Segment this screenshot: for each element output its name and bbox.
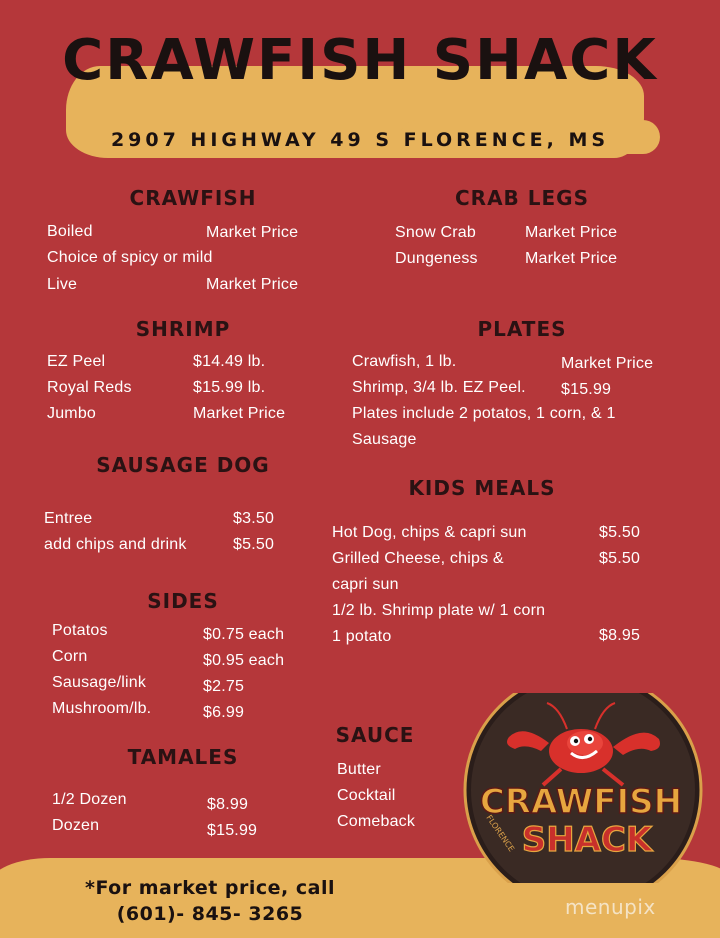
menu-item-cocktail: Cocktail xyxy=(337,787,396,804)
restaurant-title: CRAWFISH SHACK xyxy=(62,28,658,93)
section-heading-kids-meals: KIDS MEALS xyxy=(408,476,556,500)
menu-item-mushroom: Mushroom/lb. xyxy=(52,700,152,717)
menu-price-half-dozen: $8.99 xyxy=(207,796,249,813)
menu-item-grilled-cheese: Grilled Cheese, chips & xyxy=(332,550,504,567)
menu-price-royal-reds: $15.99 lb. xyxy=(193,379,266,396)
menu-price-grilled-cheese: $5.50 xyxy=(599,550,641,567)
section-heading-sides: SIDES xyxy=(147,589,219,613)
menu-item-kids-shrimp-line2: 1 potato xyxy=(332,628,392,645)
menu-item-boiled: Boiled xyxy=(47,223,93,240)
menu-price-sausage-link: $2.75 xyxy=(203,678,245,695)
menu-item-royal-reds: Royal Reds xyxy=(47,379,132,396)
menu-item-sausage-link: Sausage/link xyxy=(52,674,147,691)
menu-price-potatos: $0.75 each xyxy=(203,626,285,643)
menu-item-shrimp-plate: Shrimp, 3/4 lb. EZ Peel. xyxy=(352,379,526,396)
menu-price-kids-shrimp: $8.95 xyxy=(599,627,641,644)
menu-item-add-chips-drink: add chips and drink xyxy=(44,536,187,553)
menu-item-grilled-cheese-line2: capri sun xyxy=(332,576,399,593)
menu-price-add-chips-drink: $5.50 xyxy=(233,536,275,553)
plates-note-line2: Sausage xyxy=(352,431,417,448)
menu-price-snow-crab: Market Price xyxy=(525,224,618,241)
menu-item-half-dozen: 1/2 Dozen xyxy=(52,791,127,808)
menu-price-dungeness: Market Price xyxy=(525,250,618,267)
menupix-watermark: menupix xyxy=(565,895,656,919)
logo-word-shack: SHACK xyxy=(521,820,653,860)
section-heading-sausage-dog: SAUSAGE DOG xyxy=(96,453,270,477)
menu-price-live: Market Price xyxy=(206,276,299,293)
menu-item-live: Live xyxy=(47,276,78,293)
menu-price-ez-peel: $14.49 lb. xyxy=(193,353,266,370)
menu-item-choice: Choice of spicy or mild xyxy=(47,249,213,266)
market-price-note-line1: *For market price, call xyxy=(85,877,335,899)
menu-price-shrimp-plate: $15.99 xyxy=(561,381,612,398)
menu-price-corn: $0.95 each xyxy=(203,652,285,669)
logo-graphic xyxy=(463,693,703,883)
section-heading-plates: PLATES xyxy=(477,317,567,341)
crawfish-shack-logo xyxy=(463,693,703,883)
menu-item-butter: Butter xyxy=(337,761,381,778)
menu-item-dungeness: Dungeness xyxy=(395,250,478,267)
section-heading-sauce: SAUCE xyxy=(335,723,415,747)
menu-item-jumbo: Jumbo xyxy=(47,405,97,422)
logo-word-crawfish: CRAWFISH xyxy=(479,782,683,822)
menu-price-jumbo: Market Price xyxy=(193,405,286,422)
plates-note-line1: Plates include 2 potatos, 1 corn, & 1 xyxy=(352,405,616,422)
section-heading-crawfish: CRAWFISH xyxy=(129,186,257,210)
menu-price-entree: $3.50 xyxy=(233,510,275,527)
menu-item-kids-shrimp: 1/2 lb. Shrimp plate w/ 1 corn xyxy=(332,602,546,619)
menu-item-entree: Entree xyxy=(44,510,93,527)
logo-small-text: FLORENCE xyxy=(484,813,516,854)
menu-item-dozen: Dozen xyxy=(52,817,100,834)
phone-number: (601)- 845- 3265 xyxy=(116,903,304,925)
menu-item-ez-peel: EZ Peel xyxy=(47,353,106,370)
menu-item-crawfish-plate: Crawfish, 1 lb. xyxy=(352,353,457,370)
section-heading-crab-legs: CRAB LEGS xyxy=(455,186,589,210)
menu-price-dozen: $15.99 xyxy=(207,822,258,839)
menu-price-hot-dog: $5.50 xyxy=(599,524,641,541)
menu-item-hot-dog: Hot Dog, chips & capri sun xyxy=(332,524,527,541)
menu-price-boiled: Market Price xyxy=(206,224,299,241)
section-heading-tamales: TAMALES xyxy=(127,745,239,769)
restaurant-address: 2907 HIGHWAY 49 S FLORENCE, MS xyxy=(110,129,610,151)
market-price-note xyxy=(80,875,340,927)
menu-item-comeback: Comeback xyxy=(337,813,416,830)
menu-price-crawfish-plate: Market Price xyxy=(561,355,654,372)
menu-item-potatos: Potatos xyxy=(52,622,108,639)
section-heading-shrimp: SHRIMP xyxy=(135,317,231,341)
menu-price-mushroom: $6.99 xyxy=(203,704,245,721)
menu-item-corn: Corn xyxy=(52,648,88,665)
menu-item-snow-crab: Snow Crab xyxy=(395,224,476,241)
